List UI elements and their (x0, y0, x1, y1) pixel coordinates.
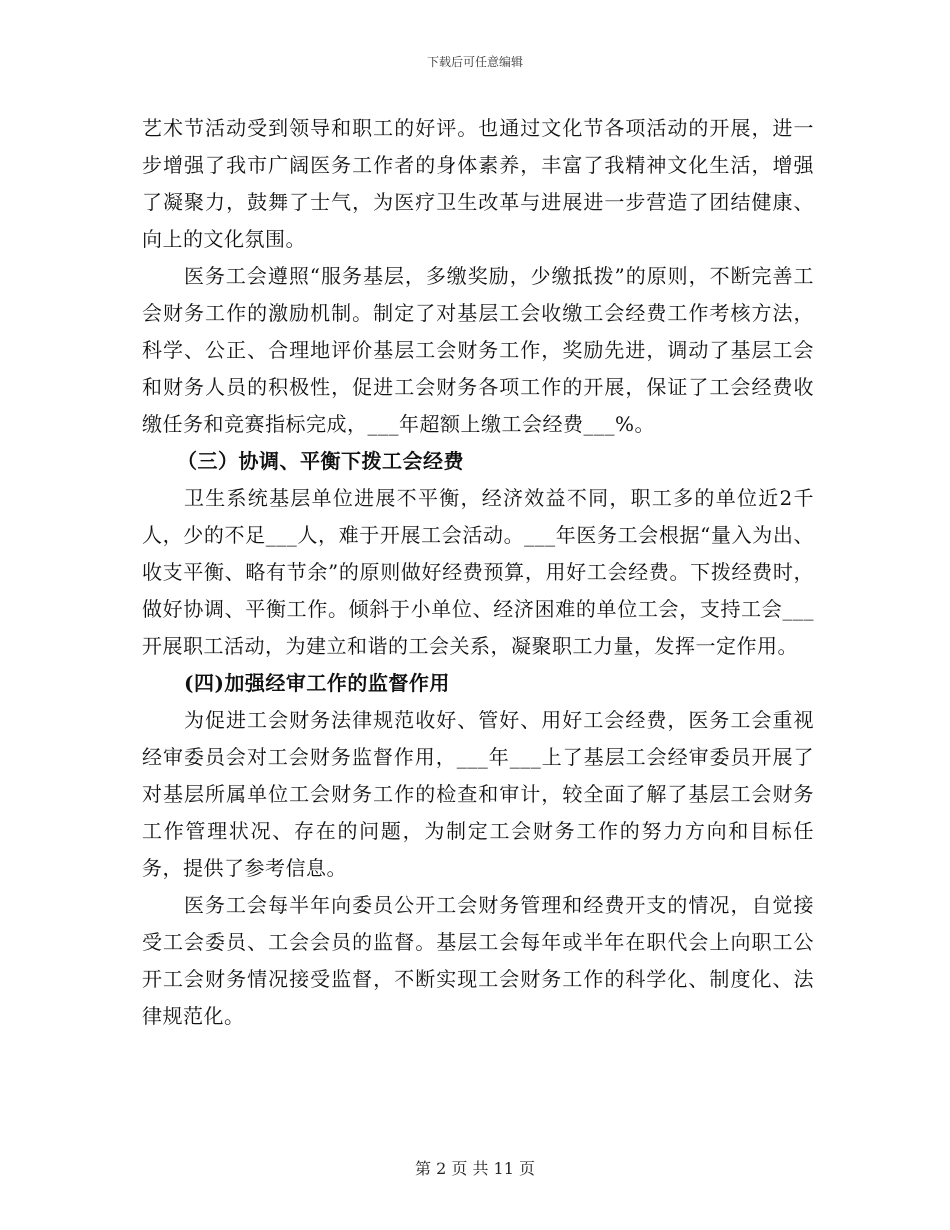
paragraph-incentive-mechanism: 医务工会遵照“服务基层，多缴奖励，少缴抵拨”的原则，不断完善工会财务工作的激励机制。制定了对基层工会收缴工会经费工作考核方法，科学、公正、合理地评价基层工会财务工作，奖励先进，调动了基层工会和财务人员的积极性，促进工会财务各项工作的开展，保证了工会经费收缴任务和竞赛指标完成，___年超额上缴工会经费___%。 (142, 264, 814, 436)
paragraph-audit-supervision: 为促进工会财务法律规范收好、管好、用好工会经费，医务工会重视经审委员会对工会财务监督作用，___年___上了基层工会经审委员开展了对基层所属单位工会财务工作的检查和审计，较全面了解了基层工会财务工作管理状况、存在的问题，为制定工会财务工作的努力方向和目标任务，提供了参考信息。 (142, 708, 814, 880)
document-body (142, 110, 814, 1035)
paragraph-culture-festival: 艺术节活动受到领导和职工的好评。也通过文化节各项活动的开展，进一步增强了我市广阔医务工作者的身体素养，丰富了我精神文化生活，增强了凝聚力，鼓舞了士气，为医疗卫生改革与进展进一步营造了团结健康、向上的文化氛围。 (142, 116, 814, 251)
paragraph-financial-disclosure: 医务工会每半年向委员公开工会财务管理和经费开支的情况，自觉接受工会委员、工会会员的监督。基层工会每年或半年在职代会上向职工公开工会财务情况接受监督，不断实现工会财务工作的科学化、制度化、法律规范化。 (142, 893, 814, 1028)
page-number: 第 2 页 共 11 页 (415, 1159, 535, 1178)
page-header: 下载后可任意编辑 (426, 55, 523, 69)
section-heading-4: (四)加强经审工作的监督作用 (184, 671, 450, 695)
section-heading-3: （三）协调、平衡下拨工会经费 (177, 449, 464, 473)
paragraph-fund-allocation: 卫生系统基层单位进展不平衡，经济效益不同，职工多的单位近2千人，少的不足___人，难于开展工会活动。___年医务工会根据“量入为出、收支平衡、略有节余”的原则做好经费预算，用好工会经费。下拨经费时，做好协调、平衡工作。倾斜于小单位、经济困难的单位工会，支持工会___开展职工活动，为建立和谐的工会关系，凝聚职工力量，发挥一定作用。 (142, 486, 814, 658)
